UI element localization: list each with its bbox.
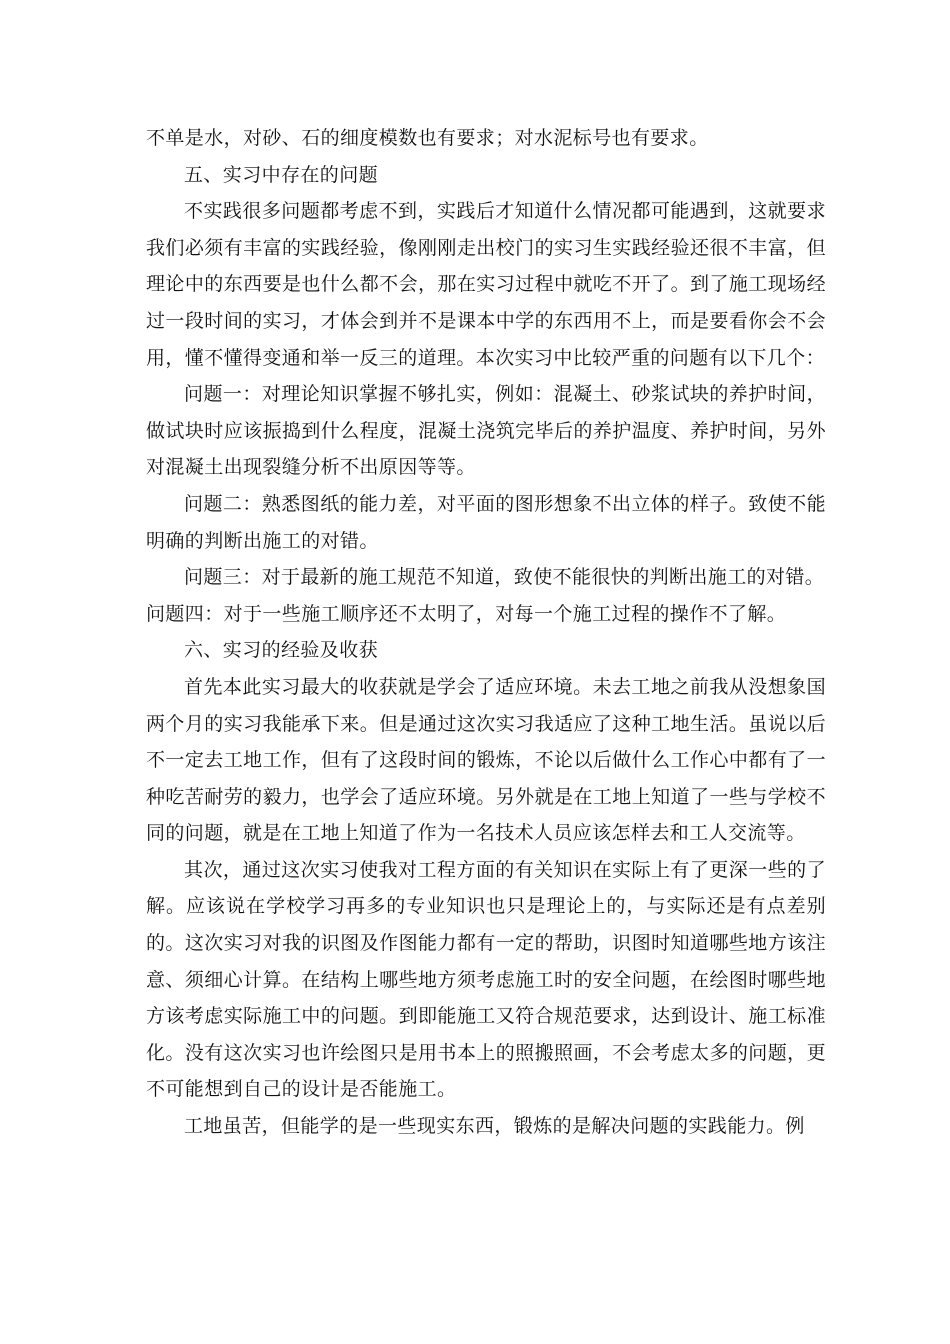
paragraph-problem-two: 问题二：熟悉图纸的能力差，对平面的图形想象不出立体的样子。致使不能明确的判断出施工的对错。 xyxy=(146,492,826,552)
section-heading-experience: 六、实习的经验及收获 xyxy=(184,639,379,662)
paragraph-experience-second: 其次，通过这次实习使我对工程方面的有关知识在实际上有了更深一些的了解。应该说在学校学习再多的专业知识也只是理论上的，与实际还是有点差别的。这次实习对我的识图及作图能力都有一定的帮助，识图时知道哪些地方该注意、须细心计算。在结构上哪些地方须考虑施工时的安全问题，在绘图时哪些地方该考虑实际施工中的问题。到即能施工又符合规范要求，达到设计、施工标准化。没有这次实习也许绘图只是用书本上的照搬照画，不会考虑太多的问题，更不可能想到自己的设计是否能施工。 xyxy=(146,858,826,1101)
paragraph-experience-third: 工地虽苦，但能学的是一些现实东西，锻炼的是解决问题的实践能力。例 xyxy=(184,1115,805,1138)
paragraph-problem-three: 问题三：对于最新的施工规范不知道，致使不能很快的判断出施工的对错。 xyxy=(184,566,825,589)
paragraph-experience-first: 首先本此实习最大的收获就是学会了适应环境。未去工地之前我从没想象国两个月的实习我能承下来。但是通过这次实习我适应了这种工地生活。虽说以后不一定去工地工作，但有了这段时间的锻炼，不论以后做什么工作心中都有了一种吃苦耐劳的毅力，也学会了适应环境。另外就是在工地上知道了一些与学校不同的问题，就是在工地上知道了作为一名技术人员应该怎样去和工人交流等。 xyxy=(146,675,826,845)
paragraph-problems-intro: 不实践很多问题都考虑不到，实践后才知道什么情况都可能遇到，这就要求我们必须有丰富的实践经验，像刚刚走出校门的实习生实践经验还很不丰富，但理论中的东西要是也什么都不会，那在实习过程中就吃不开了。到了施工现场经过一段时间的实习，才体会到并不是课本中学的东西用不上，而是要看你会不会用，懂不懂得变通和举一反三的道理。本次实习中比较严重的问题有以下几个： xyxy=(146,200,826,369)
paragraph-continuation: 不单是水，对砂、石的细度模数也有要求；对水泥标号也有要求。 xyxy=(146,127,709,149)
paragraph-problem-one: 问题一：对理论知识掌握不够扎实，例如：混凝土、砂浆试块的养护时间，做试块时应该振捣到什么程度，混凝土浇筑完毕后的养护温度、养护时间，另外对混凝土出现裂缝分析不出原因等等。 xyxy=(146,383,826,479)
document-body xyxy=(146,120,826,1145)
section-heading-problems: 五、实习中存在的问题 xyxy=(184,163,379,186)
paragraph-problem-four: 问题四：对于一些施工顺序还不太明了，对每一个施工过程的操作不了解。 xyxy=(146,602,787,625)
